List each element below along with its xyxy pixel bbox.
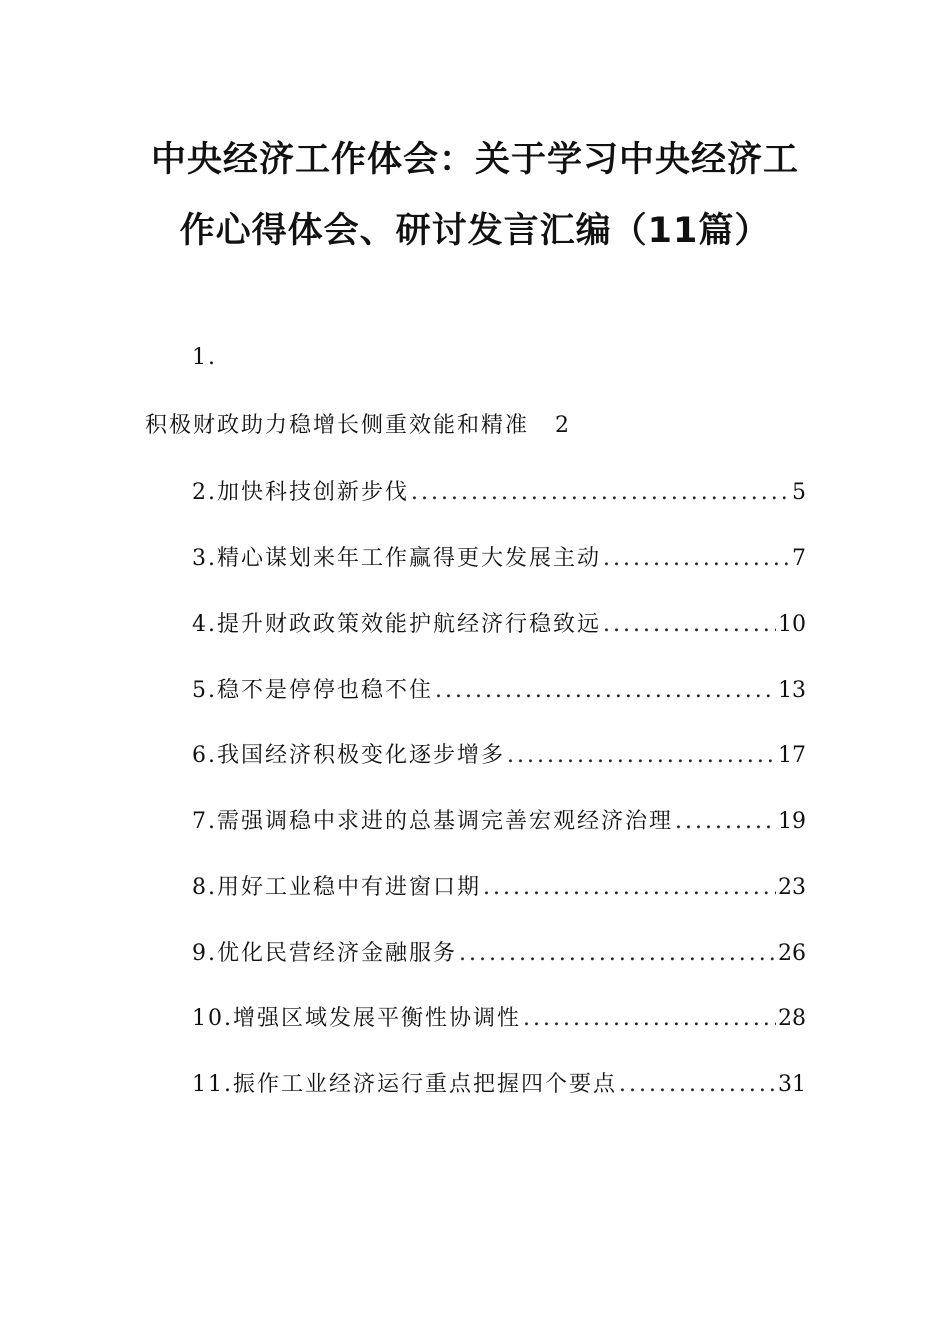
toc-entry[interactable] bbox=[192, 676, 806, 706]
toc-entry-label: 10.增强区域发展平衡性协调性 bbox=[192, 1006, 521, 1031]
toc-entry-label: 11.振作工业经济运行重点把握四个要点 bbox=[192, 1072, 617, 1097]
toc-entry-page: 26 bbox=[778, 941, 806, 966]
dot-leader bbox=[603, 610, 776, 640]
toc-entry-label: 5.稳不是停停也稳不住 bbox=[192, 678, 433, 703]
toc-entry-page: 5 bbox=[792, 480, 806, 505]
toc-entry-page: 10 bbox=[778, 612, 806, 637]
document-title-line-2: 作心得体会、研讨发言汇编（11篇） bbox=[179, 211, 771, 251]
toc-entry-label: 4.提升财政政策效能护航经济行稳致远 bbox=[192, 612, 601, 637]
dot-leader bbox=[523, 1004, 776, 1034]
dot-leader bbox=[675, 807, 776, 837]
toc-entry[interactable] bbox=[192, 807, 806, 837]
dot-leader bbox=[435, 676, 776, 706]
toc-entry-page: 28 bbox=[778, 1006, 806, 1031]
toc-entry-page: 23 bbox=[778, 875, 806, 900]
toc-entry-label: 3.精心谋划来年工作赢得更大发展主动 bbox=[192, 546, 601, 571]
dot-leader bbox=[507, 741, 776, 771]
dot-leader bbox=[459, 939, 776, 969]
document-title-line-1: 中央经济工作体会：关于学习中央经济工 bbox=[150, 140, 799, 180]
toc-entry-page: 7 bbox=[792, 546, 806, 571]
toc-entry-1-number: 1. bbox=[192, 345, 217, 370]
toc-entry-label: 8.用好工业稳中有进窗口期 bbox=[192, 875, 481, 900]
toc-entry[interactable] bbox=[192, 939, 806, 969]
toc-entry-page: 17 bbox=[778, 743, 806, 768]
dot-leader bbox=[603, 544, 790, 574]
toc-entry-page: 31 bbox=[778, 1072, 806, 1097]
toc-entry-1-label: 积极财政助力稳增长侧重效能和精准 bbox=[145, 413, 530, 438]
toc-entry[interactable] bbox=[192, 873, 806, 903]
dot-leader bbox=[619, 1070, 776, 1100]
toc-entry[interactable] bbox=[192, 478, 806, 508]
toc-entry-label: 9.优化民营经济金融服务 bbox=[192, 941, 457, 966]
toc-entry-page: 19 bbox=[778, 809, 806, 834]
toc-entry[interactable] bbox=[192, 741, 806, 771]
toc-entry-label: 7.需强调稳中求进的总基调完善宏观经济治理 bbox=[192, 809, 673, 834]
toc-entry-1-page: 2 bbox=[555, 413, 572, 438]
toc-entry[interactable] bbox=[192, 544, 806, 574]
toc-entry[interactable] bbox=[192, 610, 806, 640]
toc-entry-page: 13 bbox=[778, 678, 806, 703]
toc-entry[interactable] bbox=[192, 1004, 806, 1034]
toc-entry-1[interactable] bbox=[145, 408, 571, 439]
toc-entry-label: 6.我国经济积极变化逐步增多 bbox=[192, 743, 505, 768]
toc-entry-label: 2.加快科技创新步伐 bbox=[192, 480, 409, 505]
dot-leader bbox=[411, 478, 790, 508]
dot-leader bbox=[483, 873, 776, 903]
toc-entry[interactable] bbox=[192, 1070, 806, 1100]
